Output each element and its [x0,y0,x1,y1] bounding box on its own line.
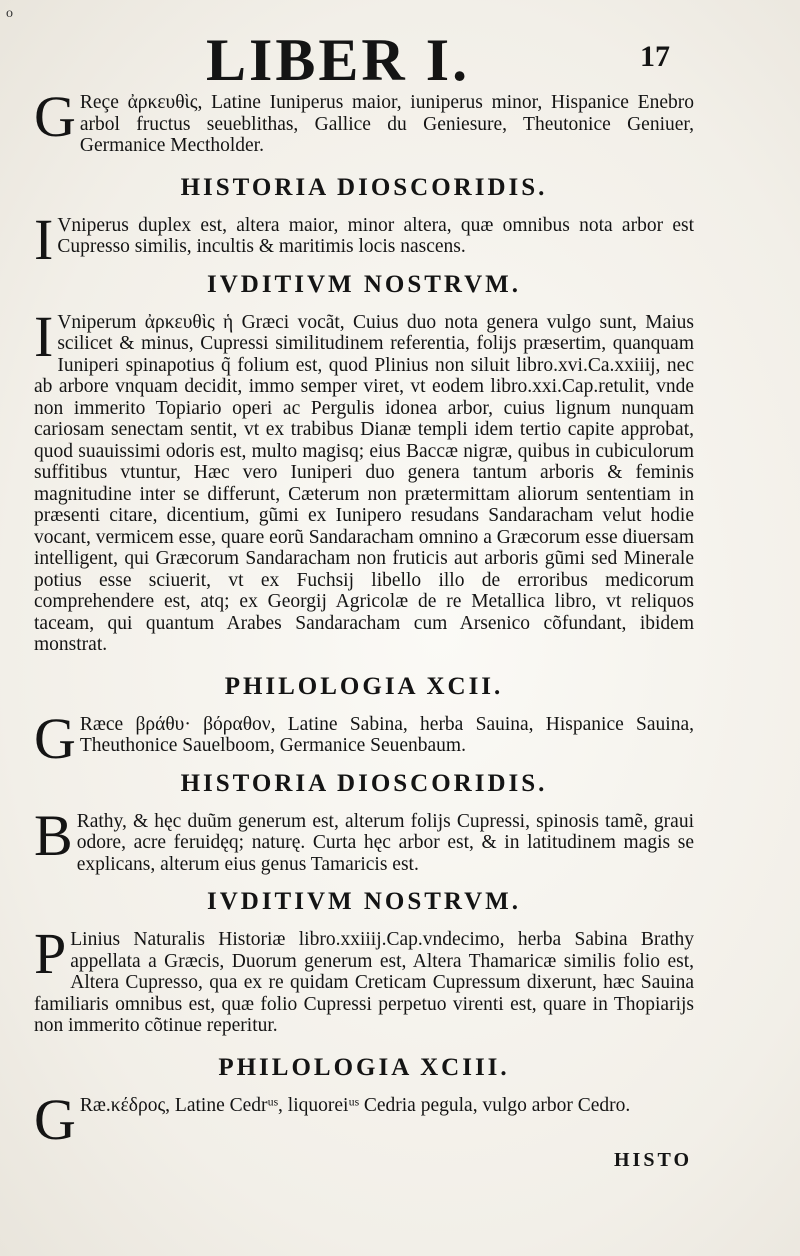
drop-cap: G [34,1086,76,1152]
page-number: 17 [640,40,670,73]
section-heading: IVDITIVM NOSTRVM. [206,888,522,915]
paragraph [34,303,694,656]
paragraph-text: Reçe ἀρκευθὶς, Latine Iuniperus maior, iuniperus minor, Hispanice Enebro arbol fructus seueblithas, Gallice du Geniesure, Theutonice Geniuer, Germanice Mectholder. [79,92,694,156]
section-heading: PHILOLOGIA XCII. [224,672,504,700]
drop-cap: B [34,802,73,868]
paragraph [34,84,694,157]
paragraph [34,1086,694,1152]
text-body [34,84,694,1152]
running-head: LIBER I. [206,27,471,93]
paragraph [34,206,694,272]
paragraph-text: Ræ.κέδρος, Latine Cedrᵘˢ, liquoreiᵘˢ Cedria pegula, vulgo arbor Cedro. [79,1094,631,1116]
section-heading: HISTORIA DIOSCORIDIS. [180,769,548,797]
paragraph-text: Linius Naturalis Historiæ libro.xxiiij.Cap.vndecimo, herba Sabina Brathy appellata a Græcis, Duorum generum est, Altera Thamaricæ similis folio est, Altera Cupresso, qua ex re quidam Creticam Cupressum dixerunt, hæc Sauina familiaris omnibus est, quæ folio Cupressi perpetuo virenti est, quare in Thopiarijs non immerito cõtinue reperitur. [34,929,694,1036]
catchword: HISTO [614,1149,692,1171]
paragraph-text: Rathy, & hęc duũm generum est, alterum folijs Cupressi, spinosis tamẽ, graui odore, acre feruidęq; naturę. Curta hęc arbor est, & in latitudinem magis se explicans, alterum eius genus Tamaricis est. [76,810,694,875]
drop-cap: G [34,705,76,771]
paragraph [34,921,694,1037]
paragraph-text: Vniperum ἀρκευθὶς ἡ Græci vocãt, Cuius duo nota genera vulgo sunt, Maius scilicet & minus, Cupressi similitudinem referentia, folijs præsertim, quanquam Iuniperi spinapotius q̃ folium est, quod Plinius non siluit libro.xvi.Ca.xxiiij, nec ab arbore vnquam decidit, immo semper viret, vt eodem libro.xxi.Cap.retulit, vnde non immerito Topiario operi ac Pergulis idonea arbor, cuius lignum nunquam cariosam senectam sentit, vt ex trabibus Dianæ templi idem tertio capite approbat, quod suauissimi odoris est, multo magisq; eius Baccæ nigræ, quibus in cubiculorum suffitibus vtuntur, Hæc vero Iuniperi duo genera tantum arboris & feminis magnitudine inter se differunt, Cæterum non prætermittam aliorum sententiam in præsenti citare, dicentium, gũmi ex Iunipero resudans Sandaracham velut hodie vocant, vermicem esse, quare eorũ Sandaracham omnino a Græcorum esse diuersam intelligent, qui Græcorum Sandaracham non fruticis aut arboris gũmi sed Minerale potius esse sciuerit, vt ex Fuchsij libello illo de erroribus medicorum comprehendere est, atq; ex Georgij Agricolæ de re Metallica libro, vt reliquos taceam, qui quantum Arabes Sandaracham cum Arsenico cõfundant, ibidem monstrat. [34,311,694,655]
drop-cap: I [34,303,54,369]
drop-cap: G [34,84,76,149]
paragraph-text: Ræce βράθυ· βόραθον, Latine Sabina, herba Sauina, Hispanice Sauina, Theuthonice Sauelboom, Germanice Seuenbaum. [79,713,694,756]
paragraph [34,705,694,771]
section-heading: HISTORIA DIOSCORIDIS. [180,173,548,201]
section-heading: IVDITIVM NOSTRVM. [206,270,522,298]
drop-cap: I [34,206,54,272]
page-header [0,27,800,93]
paragraph-text: Vniperus duplex est, altera maior, minor altera, quæ omnibus nota arbor est Cupresso similis, incultis & maritimis locis nascens. [57,214,694,257]
drop-cap: P [34,921,67,986]
paragraph [34,802,694,876]
margin-mark: o [6,6,13,21]
section-heading: PHILOLOGIA XCIII. [218,1053,510,1081]
